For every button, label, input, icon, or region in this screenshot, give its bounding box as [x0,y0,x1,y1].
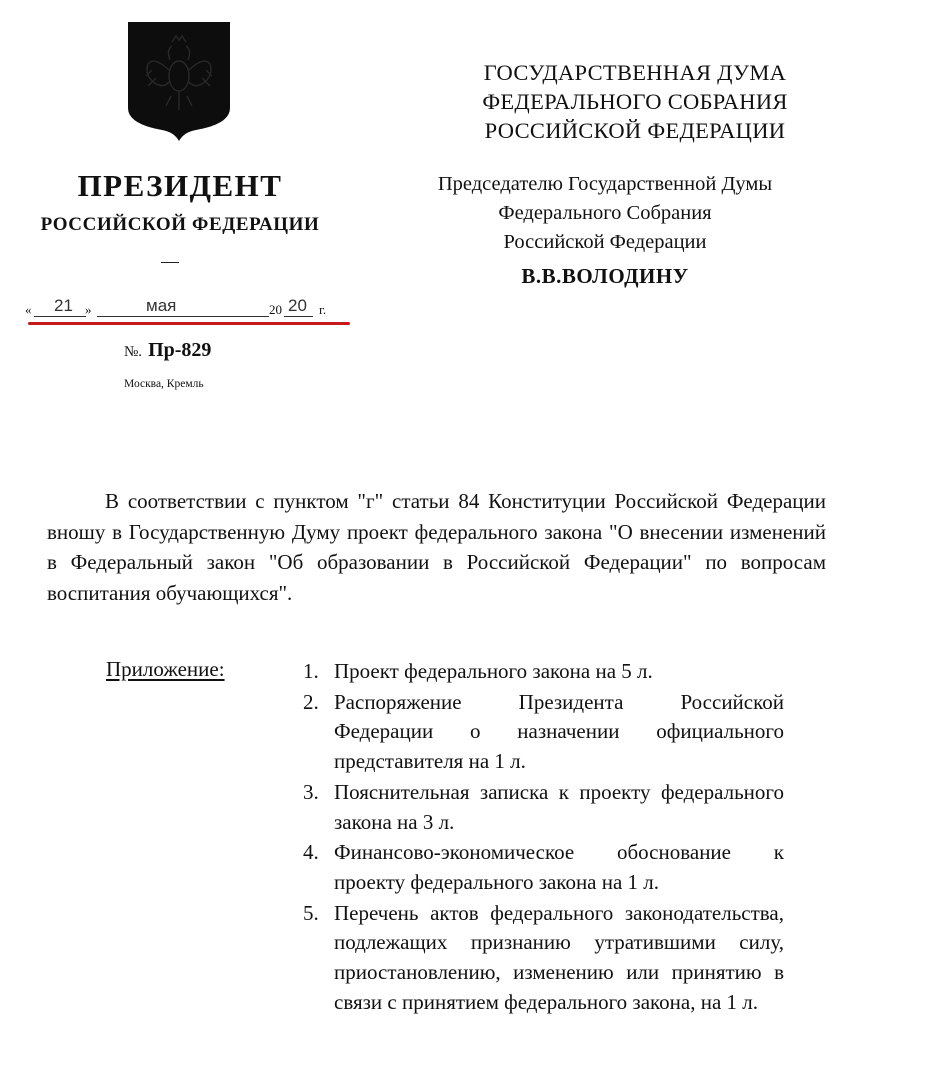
divider [161,262,179,263]
list-item [300,657,784,687]
date-open-quote: « [25,302,32,317]
date-day: 21 [54,296,73,315]
letter-body-paragraph: В соответствии с пунктом "г" статьи 84 Конституции Российской Федерации вношу в Государственную Думу проект федерального закона "О внесении изменений в Федеральный закон "Об образовании в Российской Федерации" по вопросам воспитания обучающихся". [47,489,826,605]
item-number: 5. [303,900,319,925]
date-close-quote: » [85,302,92,317]
org-line: ГОСУДАРСТВЕННАЯ ДУМА [483,60,787,85]
item-number: 3. [303,779,319,804]
recipient-organization [380,58,890,145]
item-text: Пояснительная записка к проекту федерального закона на 3 л. [334,779,784,834]
item-text: Финансово-экономическое обоснование к проекту федерального закона на 1 л. [334,840,784,894]
year-underline [284,316,313,317]
item-text: Перечень актов федерального законодательства, подлежащих признанию утратившими силу, приостановлению, изменению или принятию в связи с принятием федерального закона, на 1 л. [334,900,784,1014]
day-underline [34,316,86,317]
month-underline [97,316,269,317]
addressee-line: Российской Федерации [503,231,707,253]
addressee-line: Председателю Государственной Думы [437,173,773,195]
addressee-line: Федерального Собрания [498,202,712,224]
date-month: мая [146,296,177,315]
attachments-list [300,657,784,1018]
document-place: Москва, Кремль [124,378,204,390]
date-year-prefix: 20 [269,302,282,317]
list-item [300,778,784,837]
date-year: 20 [288,296,307,315]
list-item [300,838,784,897]
addressee-name: В.В.ВОЛОДИНУ [521,264,689,288]
list-item [300,899,784,1018]
sender-subtitle: РОССИЙСКОЙ ФЕДЕРАЦИИ [40,214,320,235]
org-line: РОССИЙСКОЙ ФЕДЕРАЦИИ [484,118,786,143]
list-item [300,688,784,777]
number-label: №. [124,344,143,360]
item-number: 1. [303,659,319,683]
item-number: 4. [303,840,319,865]
red-highlight-underline [28,322,350,325]
org-line: ФЕДЕРАЛЬНОГО СОБРАНИЯ [482,89,788,114]
attachments-label: Приложение: [106,657,225,681]
item-text: Проект федерального закона на 5 л. [334,659,653,683]
number-value: Пр-829 [148,339,212,361]
item-number: 2. [303,689,319,714]
sender-title: ПРЕЗИДЕНТ [77,168,283,203]
addressee-position [350,170,860,257]
date-year-unit: г. [319,302,327,317]
coat-of-arms-icon [126,20,232,142]
item-text: Распоряжение Президента Российской Федерации о назначении официального представителя на 1 л. [334,689,784,774]
document-number [124,339,211,362]
